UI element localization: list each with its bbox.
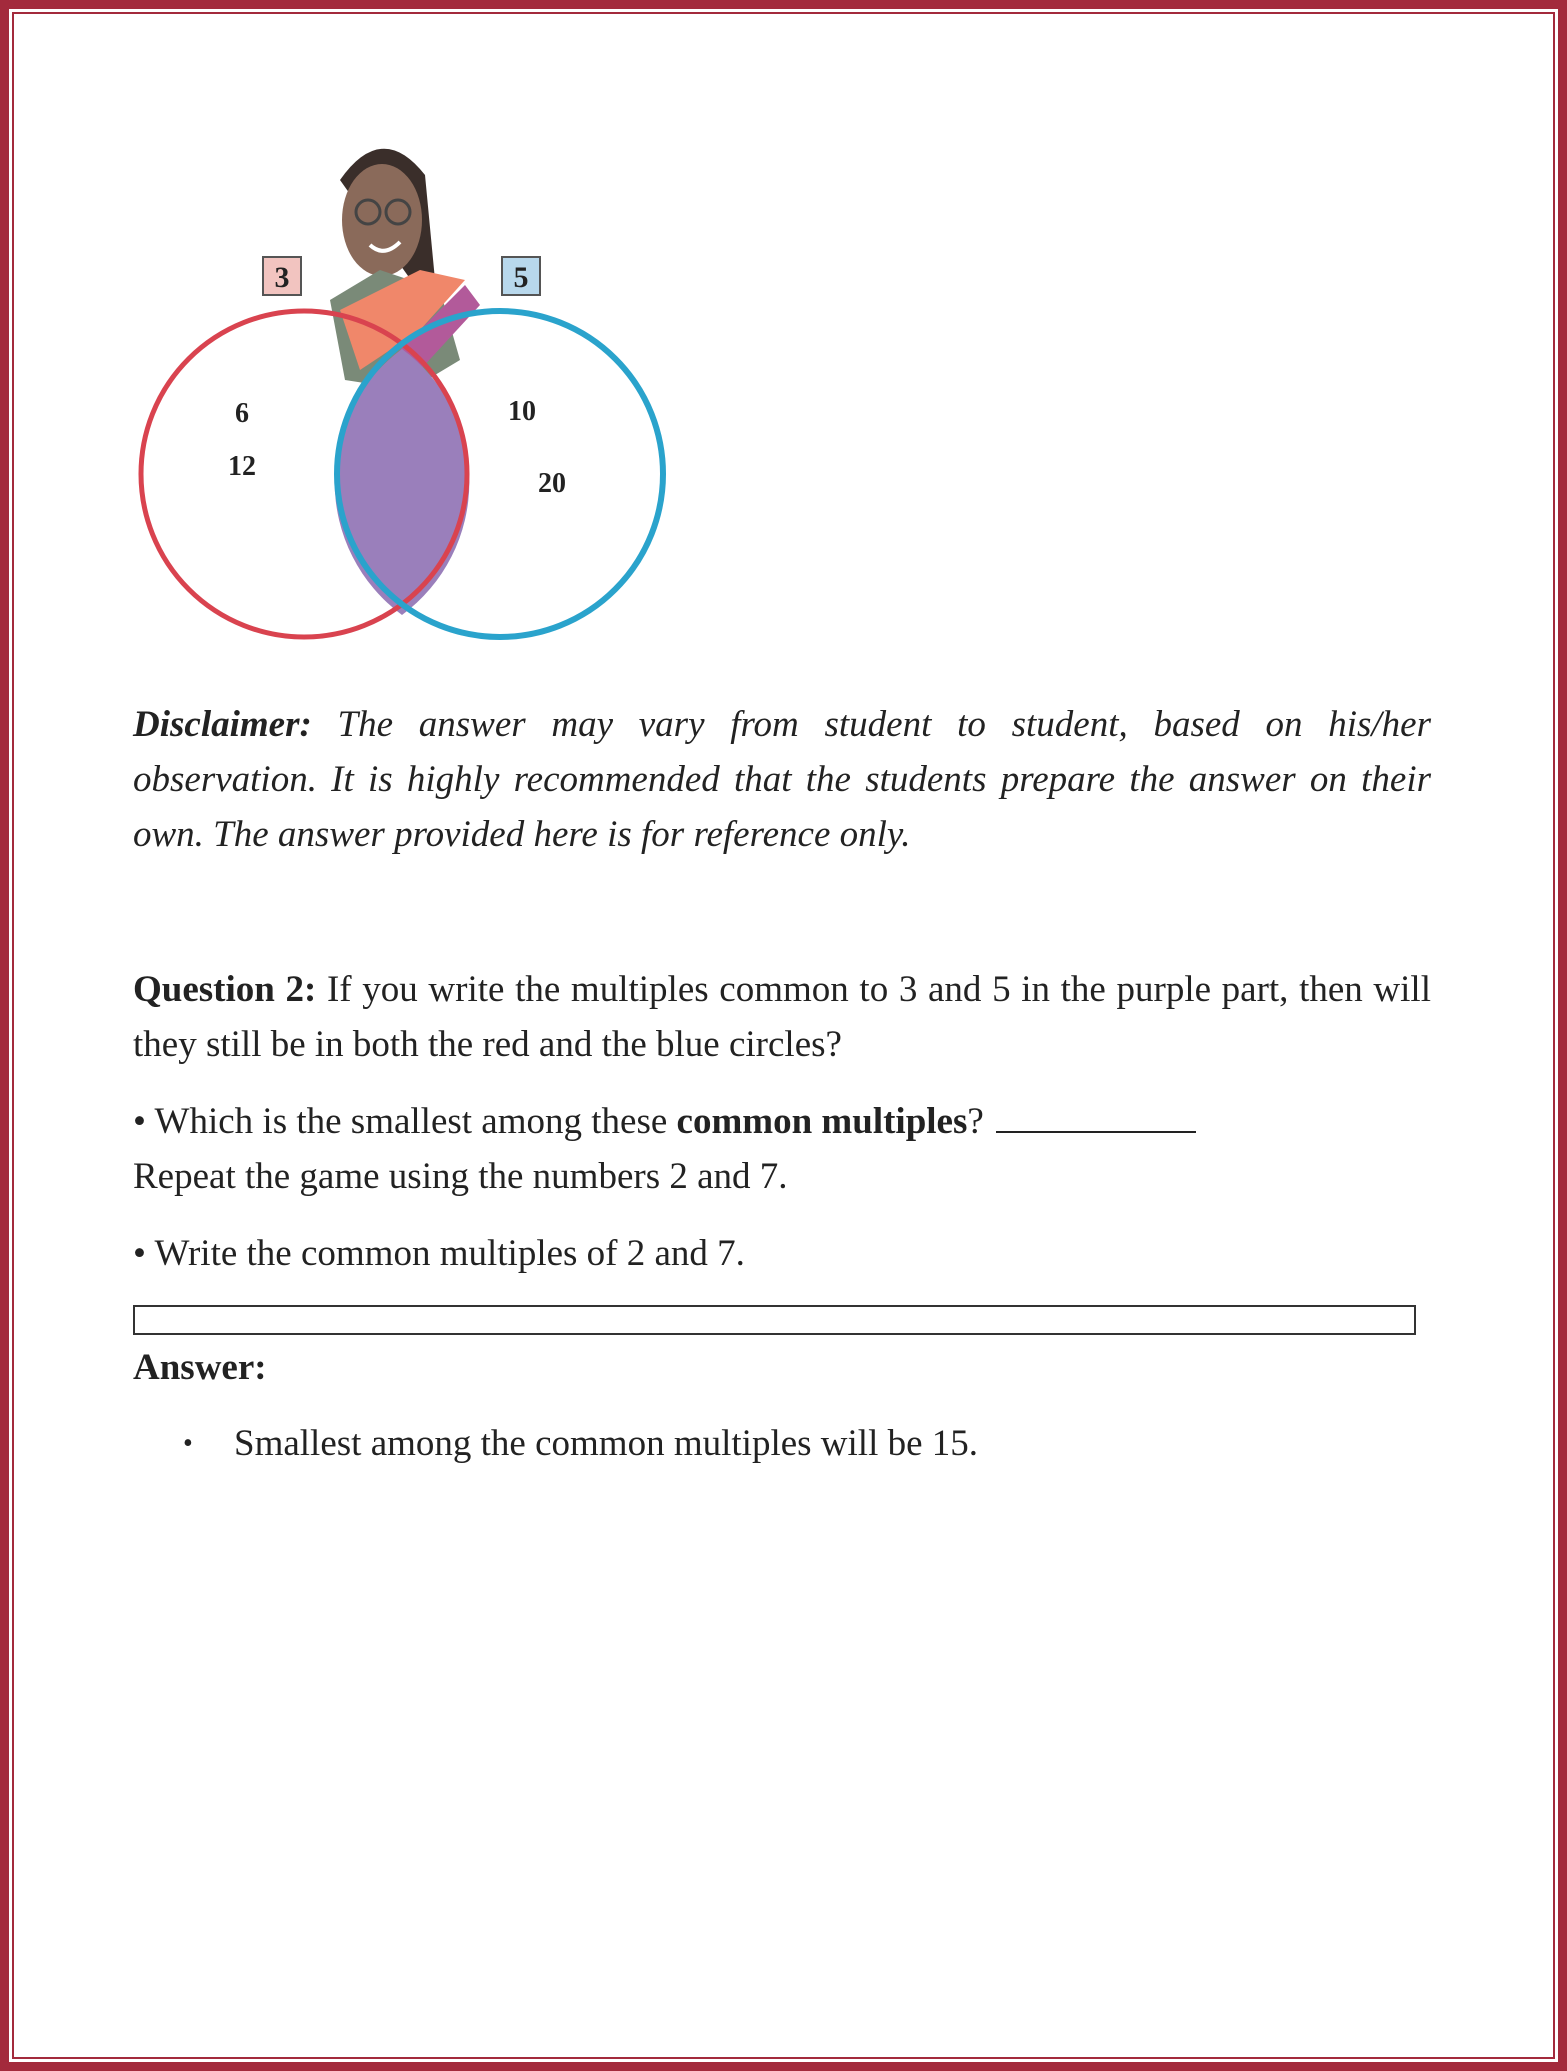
venn-number: 10: [508, 396, 536, 427]
question-text: If you write the multiples common to 3 and 5 in the purple part, then will they still be in both the red and the blue circles?: [133, 969, 1431, 1065]
disclaimer-label: Disclaimer:: [133, 704, 312, 745]
bullet: •: [183, 1428, 193, 1459]
bullet2-text: • Write the common multiples of 2 and 7.: [133, 1233, 745, 1274]
bullet1-post: ?: [967, 1101, 984, 1142]
venn-diagram: [120, 120, 680, 660]
venn-number: 12: [228, 451, 256, 482]
answer-title: Answer:: [133, 1347, 267, 1388]
question-bullet-1: [133, 1094, 1431, 1204]
label-3: 3: [274, 261, 290, 294]
question-label: Question 2:: [133, 969, 317, 1010]
question-2: [133, 962, 1431, 1072]
bullet1-pre: • Which is the smallest among these: [133, 1101, 677, 1142]
answer-text: Smallest among the common multiples will be 15.: [234, 1423, 979, 1464]
venn-intersection: [335, 349, 470, 615]
venn-number: 6: [235, 398, 249, 429]
disclaimer: [133, 697, 1431, 862]
label-5: 5: [513, 261, 529, 294]
repeat-instruction: Repeat the game using the numbers 2 and 7.: [133, 1156, 788, 1197]
answer-item: [183, 1416, 978, 1471]
disclaimer-text: The answer may vary from student to student, based on his/her observation. It is highly recommended that the students prepare the answer on their own. The answer provided here is for reference only.: [133, 704, 1431, 855]
question-bullet-2: [133, 1226, 1431, 1281]
answer-blank: [996, 1101, 1196, 1133]
venn-number: 20: [538, 468, 566, 499]
divider-box: [133, 1305, 1416, 1335]
bullet1-bold: common multiples: [676, 1101, 968, 1142]
